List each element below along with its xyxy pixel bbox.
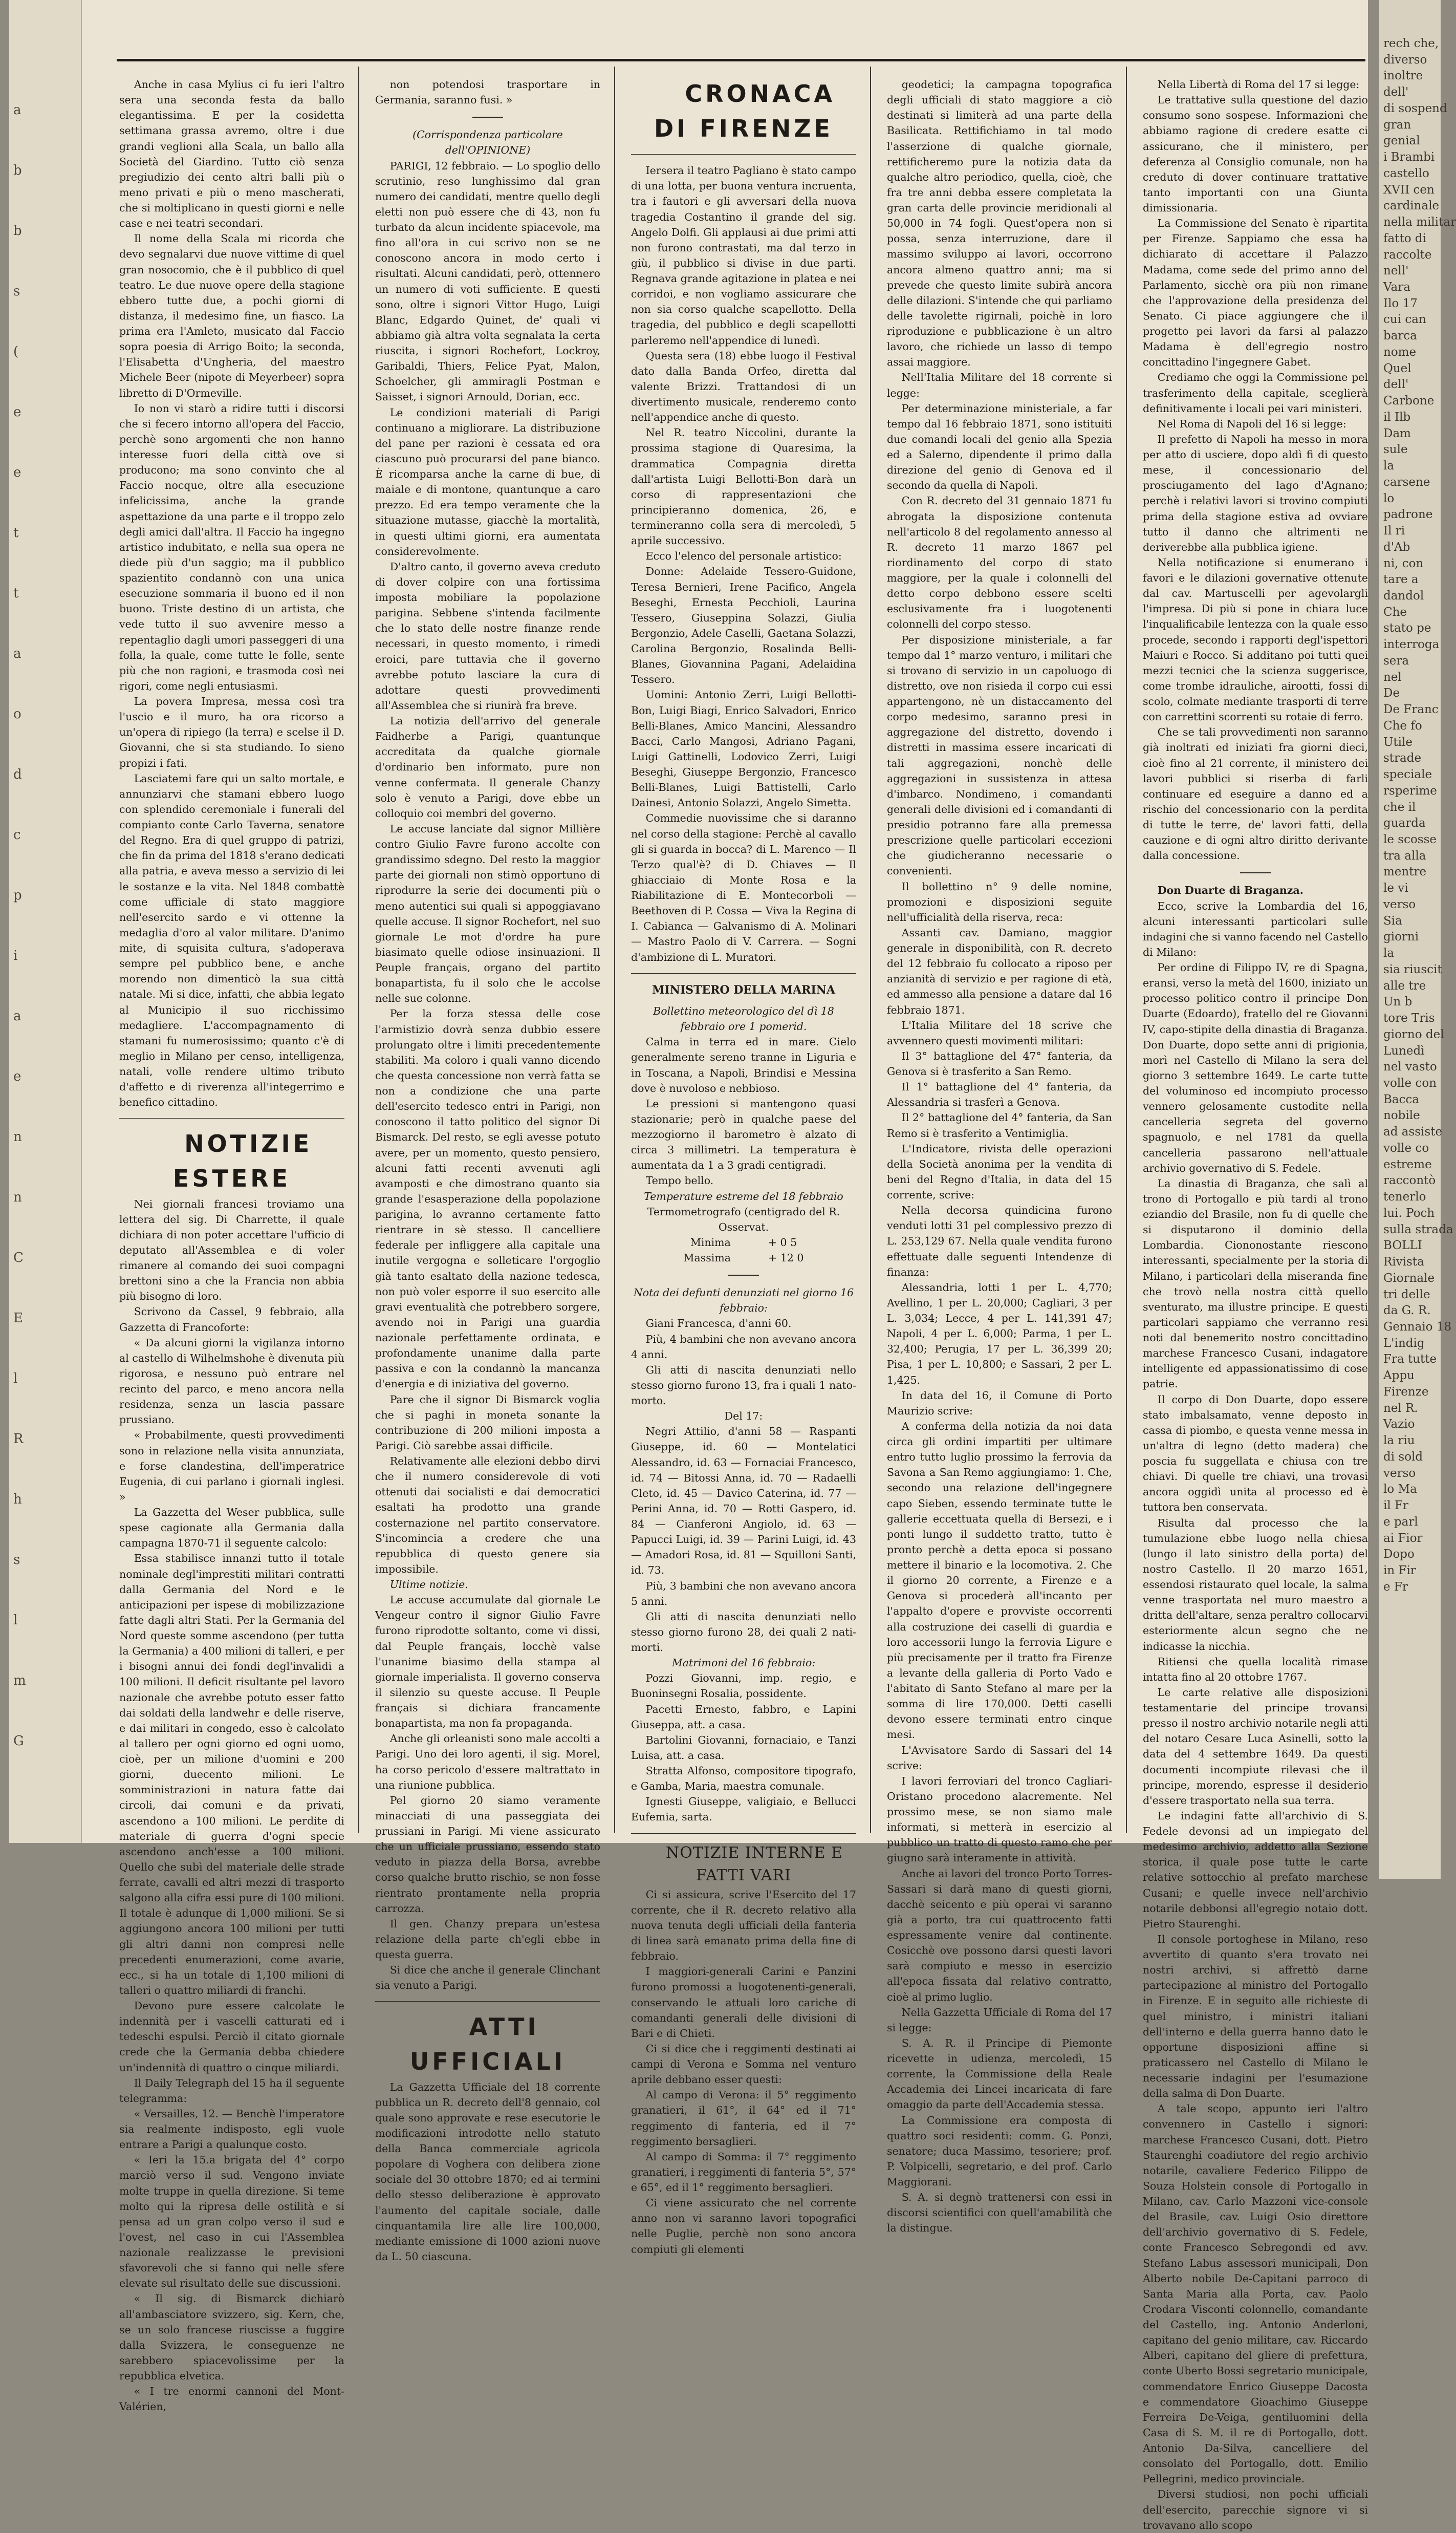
paragraph: Essa stabilisce innanzi tutto il totale nominale degl'imprestiti militari contratti dalla Germania del Nord e le anticipazioni per ispese di mobilizzazione fatte dagli altri Stati. Per la Germania del Nord queste somme ascendono (per tutta la Germania) a 400 milioni di talleri, e per i bisogni annui dei fondi degl'invalidi a 100 milioni. Il deficit risultante pel lavoro nazionale che avrebbe potuto esser fatto dai soldati della landwehr e delle riserve, e dai militari in congedo, esso è calcolato al tallero per ogni giorno ed ogni uomo, cioè, per un milione d'uomini e 200 giorni, duecento milioni. Le somministrazioni in natura fatte dai circoli, dai comuni e da privati, ascendono a 100 milioni. Le perdite di materiale di guerra d'ogni specie ascendono anch'esse a 100 milioni. Quello che subì del materiale delle strade ferrate, cavalli ed altri mezzi di trasporto salgono alla cifra essi pure di 100 milioni. Il totale è adunque di 1,000 milioni. Se si aggiungono ancora 100 milioni per tutti gli altri danni non compresi nelle precedenti enumerazioni, come avarie, ecc., si ha un totale di 1,100 milioni di talleri o quattro miliardi di franchi.: [119, 1552, 344, 1997]
paragraph: Il bollettino n° 9 delle nomine, promozioni e disposizioni seguite nell'ufficialità della riserva, reca:: [887, 880, 1112, 924]
paragraph: Iersera il teatro Pagliano è stato campo di una lotta, per buona ventura incruenta, tra i fautori e gli avversari della nuova tragedia Costantino il grande del sig. Angelo Dolfi. Gli applausi ai due primi atti non furono contrastati, ma dal terzo in giù, il pubblico si divise in due parti. Regnava grande agitazione in platea e nei corridoi, e non vogliamo assicurare che non sia corso qualche scapellotto. Della tragedia, del pubblico e degli scapellotti parleremo nell'appendice di lunedì.: [631, 164, 856, 347]
column-rule: [358, 67, 359, 1833]
paragraph: Crediamo che oggi la Commissione pel trasferimento della capitale, sceglierà definitivamente i locali pei vari ministeri.: [1143, 371, 1368, 415]
paragraph: Nei giornali francesi troviamo una lettera del sig. Di Charrette, il quale dichiara di non poter accettare l'ufficio di deputato all'Assemblea e di voler rimanere al comando dei suoi compagni brettoni sino a che la Francia non abbia più bisogno di loro.: [119, 1197, 344, 1303]
temperature-title: Temperature estreme del 18 febbraio: [644, 1190, 843, 1203]
paragraph: Il corpo di Don Duarte, dopo essere stato imbalsamato, venne deposto in cassa di piombo, e questa venne messa in un'altra di legno (detto madera) che poscia fu suggellata e chiusa con tre chiavi. Di quelle tre chiavi, una trovasi ancora oggidì unita al processo ed è tuttora ben conservata.: [1143, 1393, 1368, 1514]
margin-fragment: n: [13, 1190, 22, 1205]
paragraph: Gli atti di nascita denunziati nello stesso giorno furono 28, dei quali 2 nati-morti.: [631, 1610, 856, 1654]
margin-fragment: gran: [1383, 118, 1411, 132]
paragraph: I lavori ferroviari del tronco Cagliari-Oristano procedono alacremente. Nel prossimo mese, se non siamo male informati, si metterà in esercizio al pubblico un tratto di questo ramo che per giugno sarà interamente in attività.: [887, 1774, 1112, 1864]
don-duarte-title-line: [1143, 883, 1368, 898]
paragraph: Nella Gazzetta Ufficiale di Roma del 17 si legge:: [887, 2006, 1112, 2034]
margin-fragment: e Fr: [1383, 1580, 1408, 1594]
margin-fragment: G: [13, 1733, 24, 1749]
thermometer-line: Termometrografo (centigrado del R. Osservat.: [647, 1205, 840, 1233]
separator: [1240, 872, 1271, 873]
margin-fragment: di sold: [1383, 1450, 1423, 1464]
margin-fragment: di sospend: [1383, 101, 1447, 115]
paragraph: Anche gli orleanisti sono male accolti a Parigi. Uno dei loro agenti, il sig. Morel, ha corso pericolo d'essere maltrattato in una riunione pubblica.: [375, 1732, 600, 1791]
paragraph: Diversi studiosi, non pochi ufficiali dell'esercito, parecchie signore vi si trovavano allo scopo: [1143, 2488, 1368, 2531]
margin-fragment: cui can: [1383, 313, 1426, 327]
margin-fragment: dell': [1383, 378, 1409, 392]
margin-fragment: rsperime: [1383, 784, 1437, 798]
margin-fragment: tenerlo: [1383, 1190, 1426, 1204]
paragraph: Con R. decreto del 31 gennaio 1871 fu abrogata la disposizione contenuta nell'articolo 8 del regolamento annesso al R. decreto 11 marzo 1867 pel riordinamento del corpo di stato maggiore, per la quale i colonnelli del detto corpo debbono essere scelti esclusivamente fra i luogotenenti colonnelli del corpo stesso.: [887, 495, 1112, 631]
internal-news-continued: [887, 77, 1112, 2236]
paragraph: Ritiensi che quella località rimase intatta fino al 20 ottobre 1767.: [1143, 1655, 1368, 1683]
margin-fragment: Vara: [1383, 281, 1410, 294]
margin-fragment: Rivista: [1383, 1255, 1424, 1269]
notizie-interne-heading: NOTIZIE INTERNE E FATTI VARI: [665, 1843, 843, 1884]
margin-fragment: Appu: [1383, 1369, 1415, 1383]
paragraph: Nella decorsa quindicina furono venduti lotti 31 pel complessivo prezzo di L. 253,129 67. Nella quale vendita furono effettuate dalle seguenti Intendenze di finanza:: [887, 1204, 1112, 1278]
separator: [472, 117, 503, 118]
paragraph: Il console portoghese in Milano, reso avvertito di quanto s'era trovato nei nostri archivi, si affrettò darne partecipazione al ministro del Portogallo in Firenze. E in seguito alle richieste di quel ministro, i ministri italiani dell'interno e della guerra hanno dato le opportune disposizioni affine si praticassero nel Castello di Milano le necessarie indagini per l'esumazione della salma di Don Duarte.: [1143, 1933, 1368, 2100]
margin-fragment: il Ilb: [1383, 410, 1411, 424]
margin-fragment: sera: [1383, 654, 1409, 668]
margin-fragment: guarda: [1383, 817, 1426, 830]
paragraph: Ignesti Giuseppe, valigiaio, e Bellucci Eufemia, sarta.: [631, 1795, 856, 1823]
paragraph: Il 1° battaglione del 4° fanteria, da Alessandria si trasferì a Genova.: [887, 1081, 1112, 1109]
column-rule: [870, 67, 871, 1833]
margin-fragment: barca: [1383, 329, 1418, 343]
paragraph: Tempo bello.: [645, 1174, 714, 1187]
paragraph: Giani Francesca, d'anni 60.: [645, 1317, 792, 1330]
paragraph: S. A. si degnò trattenersi con essi in discorsi scientifici con quell'amabilità che la distingue.: [887, 2191, 1112, 2235]
margin-fragment: d: [13, 767, 22, 782]
margin-fragment: e: [13, 1069, 21, 1084]
paragraph: Ecco l'elenco del personale artistico:: [645, 550, 842, 563]
margin-fragment: nome: [1383, 345, 1417, 359]
margin-fragment: volle co: [1383, 1141, 1429, 1155]
paragraph: Ecco, scrive la Lombardia del 16, alcuni interessanti particolari sulle indagini che si vanno facendo nel Castello di Milano:: [1143, 899, 1368, 958]
margin-fragment: lui. Poch: [1383, 1206, 1435, 1220]
paragraph: D'altro canto, il governo aveva creduto di dover colpire con una fortissima imposta mobiliare la popolazione parigina. Sebbene s'intenda facilmente che lo stato delle nostre finanze rende necessari, in questo momento, i rimedi eroici, pare tuttavia che il governo avrebbe potuto lasciare la cura di adottare questi provvedimenti all'Assemblea che si riunirà fra breve.: [375, 560, 600, 712]
massima-value: + 12 0: [768, 1252, 804, 1264]
margin-fragment: Dam: [1383, 426, 1411, 440]
margin-fragment: volle con: [1383, 1077, 1437, 1090]
paragraph: Nel Roma di Napoli del 16 si legge:: [1157, 417, 1346, 430]
margin-fragment: BOLLI: [1383, 1239, 1422, 1253]
margin-fragment: sulla strada: [1383, 1222, 1453, 1236]
margin-fragment: Che: [1383, 605, 1407, 619]
paragraph: « Probabilmente, questi provvedimenti sono in relazione nella visita annunziata, e forse clandestina, dell'imperatrice Eugenia, di cui parlano i giornali inglesi. »: [119, 1429, 344, 1503]
massima-label: Massima: [683, 1252, 731, 1264]
foreign-news-continued: [375, 77, 600, 108]
margin-fragment: diverso: [1383, 53, 1427, 67]
margin-fragment: nella militar: [1383, 216, 1456, 229]
margin-fragment: Fra tutte: [1383, 1353, 1437, 1366]
left-margin-strip: [9, 0, 82, 1843]
margin-fragment: stato pe: [1383, 621, 1431, 635]
paragraph: Nell'Italia Militare del 18 corrente si legge:: [887, 371, 1112, 399]
paragraph: La povera Impresa, messa così tra l'uscio e il muro, ha ora ricorso a un'opera di ripiego (la terra) e scelse il D. Giovanni, che si sta studiando. Io sieno propizi i fati.: [119, 695, 344, 769]
don-duarte-title: Don Duarte di Braganza.: [1157, 884, 1303, 897]
paragraph: « Da alcuni giorni la vigilanza intorno al castello di Wilhelmshohe è divenuta più rigorosa, e nessuno può entrare nel recinto del parco, e meno ancora nella residenza, senza un lascia passare prussiano.: [119, 1336, 344, 1426]
column-3: [631, 77, 856, 2256]
minima-label: Minima: [690, 1236, 731, 1249]
paragraph: Scrivono da Cassel, 9 febbraio, alla Gazzetta di Francoforte:: [119, 1305, 344, 1334]
paragraph: La dinastia di Braganza, che salì al trono di Portogallo e più tardi al trono eziandio del Brasile, non fu di quelle che si disputarono il dominio della Lombardia. Ciononostante riescono interessanti, specialmente per la storia di Milano, i particolari della miseranda fine che trovò nella nostra città quello sventurato, ma illustre principe. E questi particolari sappiamo che verranno resi noti dal benemerito nostro concittadino marchese Francesco Cusani, indagatore intelligente ed appassionatissimo di cose patrie.: [1143, 1177, 1368, 1390]
don-duarte-article: [1143, 898, 1368, 2533]
margin-fragment: i Brambi: [1383, 151, 1435, 164]
margin-fragment: tra alla: [1383, 849, 1426, 863]
paragraph: « I tre enormi cannoni del Mont-Valérien,: [119, 2385, 344, 2413]
margin-fragment: padrone: [1383, 508, 1433, 522]
paragraph: La Gazzetta del Weser pubblica, sulle spese cagionate alla Germania dalla campagna 1870-71 il seguente calcolo:: [119, 1506, 344, 1550]
margin-fragment: dandol: [1383, 589, 1424, 603]
paragraph: Il 3° battaglione del 47° fanteria, da Genova si è trasferito a San Remo.: [887, 1049, 1112, 1078]
paragraph: Donne: Adelaide Tessero-Guidone, Teresa Bernieri, Irene Pacifico, Angela Beseghi, Ernesta Pecchioli, Laurina Tessero, Giuseppina Solazzi, Giulia Bergonzio, Adele Caselli, Gaetana Solazzi, Carolina Bergonzio, Rosalinda Belli-Blanes, Giovannina Pagani, Adelaidina Tessero.: [631, 565, 856, 686]
margin-fragment: strade: [1383, 752, 1422, 765]
section-rule: [119, 1118, 344, 1119]
margin-fragment: ni, con: [1383, 556, 1424, 570]
margin-fragment: d'Ab: [1383, 540, 1410, 554]
margin-fragment: tri delle: [1383, 1287, 1430, 1301]
minima-value: + 0 5: [768, 1236, 797, 1249]
margin-fragment: l: [13, 1371, 18, 1386]
margin-fragment: nell': [1383, 264, 1409, 278]
margin-fragment: le vi: [1383, 882, 1408, 895]
margin-fragment: Lunedì: [1383, 1044, 1425, 1058]
paragraph: Più, 3 bambini che non avevano ancora 5 anni.: [631, 1579, 856, 1607]
deaths-list-17: [631, 1424, 856, 1655]
paragraph: Per disposizione ministeriale, a far tempo dal 1° marzo venturo, i militari che si trovano di servizio in un capoluogo di distretto, ove non risieda il corpo cui essi appartengono, nè un distaccamento del corpo medesimo, saranno presi in aggregazione del distretto, dovendo i distretti in massima essere incaricati di tali aggregazioni, nonchè delle aggregazioni in sussistenza in attesa d'imbarco. Nondimeno, i comandanti generali delle divisioni ed i comandanti di presidio potranno fare alla premessa prescrizione quelle particolari eccezioni che giudicheranno necessarie o convenienti.: [887, 633, 1112, 877]
newspaper-page: [9, 0, 1368, 2531]
column-rule: [614, 67, 615, 1833]
margin-fragment: e: [13, 465, 21, 480]
paragraph: Al campo di Somma: il 7° reggimento granatieri, i reggimenti di fanteria 5°, 57° e 65°, ed il 1° reggimento bersaglieri.: [631, 2150, 856, 2194]
minima-row: [631, 1235, 856, 1250]
paragraph: A tale scopo, appunto ieri l'altro convennero in Castello i signori: marchese Francesco Cusani, dott. Pietro Staurenghi coadiutore del regio archivio notarile, cavaliere Federico Filippo de Souza Holstein console di Portogallo in Milano, cav. Carlo Mazzoni vice-console del Brasile, cav. Luigi Osio direttore dell'archivio governativo di S. Fedele, conte Francesco Sebregondi ed avv. Stefano Labus assessori municipali, Don Alberto nobile De-Capitani parroco di Santa Maria alla Porta, cav. Paolo Crodara Visconti colonnello, comandante del Castello, ing. Antonio Anderloni, capitano del genio militare, cav. Riccardo Alberi, capitano del gliere di prefettura, conte Uberto Bossi segretario municipale, commendatore Enrico Giuseppe Dacosta e commendatore Gioachimo Giuseppe Ferreira De-Veiga, gentiluomini della Casa di S. M. il re di Portogallo, dott. Antonio Da-Silva, cancelliere del consolato del Portogallo, dott. Emilio Pellegrini, medico provinciale.: [1143, 2102, 1368, 2485]
margin-fragment: nel vasto: [1383, 1060, 1437, 1074]
section-rule: [631, 1833, 856, 1834]
paragraph: S. A. R. il Principe di Piemonte ricevette in udienza, mercoledì, 15 corrente, la Commissione della Reale Accademia dei Lincei incaricata di fare omaggio da parte dell'Accademia stessa.: [887, 2036, 1112, 2111]
margin-fragment: De: [1383, 686, 1400, 700]
margin-fragment: e parl: [1383, 1515, 1418, 1529]
paragraph: Le pressioni si mantengono quasi stazionarie; però in qualche paese del mezzogiorno il barometro è alzato di circa 3 millimetri. La temperatura è aumentata da 1 a 3 gradi centigradi.: [631, 1097, 856, 1172]
margin-fragment: giorno del: [1383, 1027, 1444, 1041]
paragraph: « Il sig. di Bismarck dichiarò all'ambasciatore svizzero, sig. Kern, che, se un solo francese riuscisse a fuggire dalla Svizzera, le conseguenze ne sarebbero spiacevolissime per la repubblica elvetica.: [119, 2292, 344, 2382]
paragraph: La Commissione era composta di quattro soci residenti: comm. G. Ponzi, senatore; duca Massimo, tesoriere; prof. P. Volpicelli, segretario, e del prof. Carlo Maggiorani.: [887, 2114, 1112, 2188]
next-page-strip: [1379, 0, 1456, 1879]
paragraph: Devono pure essere calcolate le indennità per i vascelli catturati ed i tedeschi espulsi. Perciò il citato giornale crede che la Germania debba chiedere un'indennità di quattro o cinque miliardi.: [119, 2000, 344, 2074]
margin-fragment: interroga: [1383, 638, 1440, 652]
margin-fragment: l: [13, 1613, 18, 1628]
margin-fragment: nobile: [1383, 1109, 1420, 1123]
paragraph: Assanti cav. Damiano, maggior generale in disponibilità, con R. decreto del 12 febbraio fu collocato a riposo per anzianità di servizio e per ragione di età, ed ammesso alla pensione a datare dal 16 febbraio 1871.: [887, 926, 1112, 1016]
margin-fragment: Sia: [1383, 914, 1402, 928]
margin-fragment: tore Tris: [1383, 1012, 1435, 1025]
paragraph: Il gen. Chanzy prepara un'estesa relazione della parte ch'egli ebbe in questa guerra.: [375, 1917, 600, 1961]
margin-fragment: De Franc: [1383, 703, 1439, 717]
margin-fragment: (: [13, 344, 19, 359]
margin-fragment: C: [13, 1250, 24, 1265]
margin-fragment: m: [13, 1673, 26, 1688]
weather-report: [631, 1034, 856, 1188]
margin-fragment: Quel: [1383, 361, 1411, 375]
margin-fragment: verso: [1383, 1466, 1416, 1480]
margin-fragment: Gennaio 18: [1383, 1320, 1452, 1334]
notizie-estere-heading: NOTIZIE ESTERE: [172, 1130, 313, 1192]
column-rule: [1126, 67, 1127, 1833]
margin-fragment: XVII cen: [1383, 183, 1435, 197]
florence-chronicle: [631, 163, 856, 965]
paragraph: Nel R. teatro Niccolini, durante la prossima stagione di Quaresima, la drammatica Compagnia diretta dall'artista Luigi Bellotti-Bon darà un corso di rappresentazioni che principieranno domenica, 26, e termineranno colla sera di mercoledì, 5 aprile successivo.: [631, 426, 856, 547]
paragraph: Pozzi Giovanni, imp. regio, e Buoninsegni Rosalia, possidente.: [631, 1672, 856, 1700]
paragraph: Le carte relative alle disposizioni testamentarie del principe trovansi presso il nostro archivio notarile negli atti del notaro Cesare Luca Asinelli, sotto la data del 4 settembre 1649. Da questi documenti incompiute rilevasi che il principe, morendo, espresse il desiderio d'essere trasportato nella sua terra.: [1143, 1686, 1368, 1807]
margin-fragment: da G. R.: [1383, 1304, 1431, 1318]
paragraph: Più, 4 bambini che non avevano ancora 4 anni.: [631, 1333, 856, 1361]
margin-fragment: t: [13, 586, 19, 601]
paragraph: I maggiori-generali Carini e Panzini furono promossi a luogotenenti-generali, conservando le attuali loro cariche di comandanti generali delle divisioni di Bari e di Chieti.: [631, 1965, 856, 2040]
margin-fragment: ai Fior: [1383, 1531, 1423, 1545]
paragraph: Il 2° battaglione del 4° fanteria, da San Remo si è trasferito a Ventimiglia.: [887, 1111, 1112, 1140]
column-4: [887, 77, 1112, 2235]
margin-fragment: carsene: [1383, 475, 1430, 489]
margin-fragment: le scosse: [1383, 832, 1437, 846]
paris-letter: [375, 158, 600, 1577]
margin-fragment: Il ri: [1383, 524, 1405, 538]
defunti-title: Nota dei defunti denunziati nel giorno 16 febbraio:: [633, 1286, 854, 1315]
margin-fragment: a: [13, 102, 21, 118]
margin-fragment: Firenze: [1383, 1385, 1429, 1399]
paragraph: Ci si assicura, scrive l'Esercito del 17 corrente, che il R. decreto relativo alla nuova tenuta degli ufficiali della fanteria di linea sarà emanato prima della fine di febbraio.: [631, 1888, 856, 1963]
paragraph: Per la forza stessa delle cose l'armistizio dovrà senza dubbio essere prolungato oltre i limiti precedentemente stabiliti. Ma coloro i quali vanno dicendo che questa concessione non verrà fatta se non a condizione che una parte dell'esercito tedesco entri in Parigi, non conoscono il tatto politico del signor Di Bismarck. Del resto, se egli avesse potuto avere, per un momento, questo pensiero, alcuni fatti recenti avvenuti agli avamposti e che dimostrano quanto sia grande l'esasperazione della popolazione parigina, lo avranno certamente fatto rientrare in sè stesso. Il cancelliere federale per infliggere alla capitale una inutile vergogna e solleticare l'orgoglio già tanto esaltato della nazione tedesca, non può voler esporre il suo esercito alle gravi eventualità che potrebbero sorgere, avendo noi in Parigi una guardia nazionale perfettamente ordinata, e profondamente unanime dalla parte passiva e con la condannò la mancanza d'energia e di iniziativa del governo.: [375, 1007, 600, 1390]
margin-fragment: estreme: [1383, 1157, 1432, 1171]
paragraph: Al campo di Verona: il 5° reggimento granatieri, il 61°, il 64° ed il 71° reggimento di fanteria, ed il 7° reggimento bersaglieri.: [631, 2089, 856, 2148]
paragraph: Lasciatemi fare qui un salto mortale, e annunziarvi che stamani ebbero luogo con splendido ceremoniale i funerali del compianto conte Carlo Taverna, senatore del Regno. Era di quel gruppo di patrizi, che fin da prima del 1818 s'erano dedicati alla patria, e aveva messo a servizio di lei le sostanze e la vita. Nel 1848 combattè come ufficiale di stato maggiore nell'esercito sardo e vi ottenne la medaglia d'oro al valor militare. D'animo mite, di squisita cultura, s'adoperava sempre pel pubblico bene, e anche morendo non dimenticò la sua città natale. Mi si dice, infatti, che abbia legato al Municipio il suo ricchissimo medagliere. L'accompagnamento di stamani fu numerosissimo; quanto c'è di meglio in Milano per censo, intelligenza, natali, volle rendere ultimo tributo d'affetto e di riverenza all'integerrimo e benefico cittadino.: [119, 772, 344, 1109]
separator: [728, 1275, 759, 1276]
paragraph: La Commissione del Senato è ripartita per Firenze. Sappiamo che essa ha dichiarato di accettare il Palazzo Madama, come sede del primo anno del Parlamento, sicchè ora più non rimane che l'approvazione della presidenza del Senato. Ci piace aggiungere che il progetto pei lavori da farsi al palazzo Madama è dell'egregio nostro concittadino l'ingegnere Gabet.: [1143, 217, 1368, 369]
margin-fragment: Utile: [1383, 735, 1412, 749]
massima-row: [631, 1250, 856, 1265]
deaths-list: [631, 1316, 856, 1408]
paragraph: Calma in terra ed in mare. Cielo generalmente sereno tranne in Liguria e in Toscana, a Napoli, Brindisi e Messina dove è nuvoloso e nebbioso.: [631, 1036, 856, 1094]
margin-fragment: Bacca: [1383, 1092, 1420, 1106]
margin-fragment: a: [13, 646, 21, 661]
margin-fragment: mentre: [1383, 865, 1427, 879]
margin-fragment: speciale: [1383, 768, 1432, 782]
rome-naples-news: [1143, 77, 1368, 863]
paragraph: Il nome della Scala mi ricorda che devo segnalarvi due nuove vittime di quel gran nosocomio, che è il pubblico di quel teatro. Le due nuove opere della stagione ebbero tutte due, a pochi giorni di distanza, il medesimo fine, un fiasco. La prima era l'Amleto, musicato dal Faccio sopra poesia di Arrigo Boito; la seconda, l'Elisabetta d'Ungheria, del maestro Michele Beer (nipote di Meyerbeer) sopra libretto di D'Ormeville.: [119, 232, 344, 399]
section-rule: [631, 154, 856, 155]
paragraph: A conferma della notizia da noi data circa gli ordini impartiti per ultimare entro tutto luglio prossimo la ferrovia da Savona a San Remo aggiungiamo: 1. Che, secondo una relazione dell'ingegnere capo Sieben, essendo terminate tutte le gallerie eccettuata quella di Bersezi, e i ponti lungo il suddetto tratto, tutto è pronto perchè a detta epoca si possano mettere il binario e la locomotiva. 2. Che il giorno 20 corrente, a Firenze e a Genova si procederà all'incanto per l'appalto d'opere e provviste occorrenti alla costruzione dei caselli di guardia e loro accessorii lungo la ferrovia Ligure e più precisamente per il tratto fra Firenze a levante della galleria di Porto Vado e l'abitato di Santo Stefano al mare per la somma di lire 170,000. Detti caselli devono essere terminati entro cinque mesi.: [887, 1420, 1112, 1741]
margin-fragment: la riu: [1383, 1434, 1415, 1448]
paragraph: Questa sera (18) ebbe luogo il Festival dato dalla Banda Orfeo, diretta dal valente Brizzi. Trattandosi di un divertimento musicale, renderemo conto nell'appendice anche di questo.: [631, 349, 856, 424]
paragraph: non potendosi trasportare in Germania, saranno fusi. »: [375, 78, 600, 106]
margin-fragment: tare a: [1383, 573, 1419, 587]
paragraph: « Ieri la 15.a brigata del 4° corpo marciò verso il sud. Vengono inviate molte truppe in quella direzione. Si teme molto qui la ripresa delle ostilità e si pensa ad un gran colpo verso il sud e l'ovest, nel caso in cui l'Assemblea nazionale realizzasse le previsioni sfavorevoli che si fanno qui nelle sfere elevate sul risultato delle sue discussioni.: [119, 2154, 344, 2290]
paragraph: Le accuse lanciate dal signor Millière contro Giulio Favre furono accolte con grandissimo sdegno. Del resto la maggior parte dei giornali non stimò opportuno di riprodurre la serie dei documenti più o meno autentici sui quali si appoggiavano quelle accuse. Il signor Rochefort, nel suo giornale Le mot d'ordre ha pure biasimato quelle odiose insinuazioni. Il Peuple français, organo del partito bonapartista, fu il solo che le accolse nelle sue colonne.: [375, 822, 600, 1005]
internal-news: [631, 1887, 856, 2257]
margin-fragment: Un b: [1383, 995, 1412, 1009]
margin-fragment: Dopo: [1383, 1548, 1415, 1561]
paragraph: Nella notificazione si enumerano i favori e le dilazioni governative ottenute dal cav. Martuscelli per agevolargli l'impresa. Di più si pone in chiara luce l'inqualificabile lentezza con la quale esso procede, secondo i rapporti degl'ispettori Maiuri e Rocco. Si additano poi tutti quei mezzi tecnici che la scienza suggerisce, come trombe idrauliche, airootti, fossi di scolo, colmate mediante trasporti di terre con carrettini scorrenti su rotaie di ferro.: [1143, 556, 1368, 723]
paragraph: Pare che il signor Di Bismarck voglia che si paghi in moneta sonante la contribuzione di 200 milioni imposta a Parigi. Ciò sarebbe assai difficile.: [375, 1393, 600, 1452]
paragraph: « Versailles, 12. — Benchè l'imperatore sia realmente indisposto, egli vuole entrare a Parigi a qualunque costo.: [119, 2107, 344, 2151]
margin-fragment: la: [1383, 947, 1395, 960]
margin-fragment: Vazio: [1383, 1418, 1415, 1431]
margin-fragment: raccolte: [1383, 248, 1432, 262]
margin-fragment: E: [13, 1311, 23, 1326]
paragraph: Il Daily Telegraph del 15 ha il seguente telegramma:: [119, 2076, 344, 2105]
paragraph: PARIGI, 12 febbraio. — Lo spoglio dello scrutinio, reso lunghissimo dal gran numero dei candidati, mentre quello degli eletti non può essere che di 43, non fu turbato da alcun incidente spiacevole, ma fino all'ora in cui scrivo non se ne conoscono ancora in modo certo i risultati. Alcuni candidati, però, ottennero un numero di voti sufficiente. E questi sono, oltre i signori Vittor Hugo, Luigi Blanc, Edgardo Quinet, de' quali vi abbiamo già altra volta segnalata la certa riuscita, i signori Rochefort, Lockroy, Garibaldi, Thiers, Felice Pyat, Malon, Schoelcher, gli ammiragli Postman e Saisset, i signori Arnould, Dorian, ecc.: [375, 159, 600, 403]
paragraph: L'Avvisatore Sardo di Sassari del 14 scrive:: [887, 1744, 1112, 1772]
margin-fragment: genial: [1383, 134, 1420, 148]
milan-chronicle: [119, 77, 344, 1110]
paragraph: Commedie nuovissime che si daranno nel corso della stagione: Perchè al cavallo gli si guarda in bocca? di L. Marenco — Il Terzo qual'è? di D. Chiaves — Il ghiacciaio di Monte Rosa e la Riabilitazione di E. Montecorboli — Beethoven di P. Cossa — Viva la Regina di I. Cabianca — Galvanismo di A. Molinari — Mastro Paolo di V. Carrera. — Sogni d'ambizione di L. Muratori.: [631, 812, 856, 963]
paragraph: L'Italia Militare del 18 scrive che avvennero questi movimenti militari:: [887, 1019, 1112, 1047]
margin-fragment: rech che,: [1383, 37, 1439, 50]
margin-fragment: s: [13, 284, 20, 299]
margin-fragment: e: [13, 404, 21, 420]
paragraph: Bartolini Giovanni, fornaciaio, e Tanzi Luisa, att. a casa.: [631, 1733, 856, 1762]
margin-fragment: Che fo: [1383, 719, 1422, 733]
margin-fragment: o: [13, 706, 21, 722]
paragraph: geodetici; la campagna topografica degli ufficiali di stato maggiore a ciò destinati si limiterà ad una parte della Basilicata. Rettifichiamo in tal modo l'asserzione di qualche giornale, rettificheremo pure la notizia data da qualche altro periodico, quella, cioè, che fra tre anni debba essere completata la gran carta delle provincie meridionali al 50,000 in 74 fogli. Quest'opera non si possa, senza interruzione, dare il massimo sviluppo ai lavori, occorrono ancora almeno quattro anni; ma si prevede che questo limite subirà ancora delle dilazioni. S'intende che qui parliamo delle tavolette rigirnali, poichè in loro riproduzione e pubblicazione è un altro lavoro, che richiede un lasso di tempo assai maggiore.: [887, 78, 1112, 369]
paragraph: Pel giorno 20 siamo veramente minacciati di una passeggiata dei prussiani in Parigi. Mi viene assicurato che un ufficiale prussiano, essendo stato veduto in piazza della Borsa, avrebbe corso qualche brutto rischio, se non fosse rientrato prontamente nella propria carrozza.: [375, 1794, 600, 1915]
cronaca-di-firenze-heading: CRONACA DI FIRENZE: [654, 80, 836, 142]
margin-fragment: nel: [1383, 670, 1402, 684]
paragraph: Le condizioni materiali di Parigi continuano a migliorare. La distribuzione del pane per razioni è cessata ed ora ciascuno può procurarsi del pane bianco. È ricomparsa anche la carne di bue, di maiale e di montone, quantunque a caro prezzo. Ed era tempo veramente che la situazione mutasse, giacchè la mortalità, in questi ultimi giorni, era aumentata considerevolmente.: [375, 406, 600, 557]
paragraph: Io non vi starò a ridire tutti i discorsi che si fecero intorno all'opera del Faccio, perchè sono argomenti che non hanno interesse fuori della città ove si producono; ma sono convinto che al Faccio nocque, oltre alla esecuzione infelicissima, anche la grande aspettazione da una parte e il troppo zelo degli amici dall'altra. Il Faccio ha ingegno artistico indubitato, e nella sua opera ne diede più d'un saggio; ma il pubblico spazientito condannò con una unica esecuzione sommaria il buono ed il non buono. Triste destino di un artista, che vede tutto il suo avvenire messo a repentaglio dagli umori passeggeri di una folla, la quale, come tutte le folle, sente più che non ragioni, e trasmoda così nei rigori, come negli entusiasmi.: [119, 402, 344, 692]
paragraph: Negri Attilio, d'anni 58 — Raspanti Giuseppe, id. 60 — Montelatici Alessandro, id. 63 — Fornaciai Francesco, id. 74 — Bitossi Anna, id. 70 — Radaelli Cleto, id. 45 — Davico Caterina, id. 77 — Perini Anna, id. 70 — Rotti Gaspero, id. 84 — Cianferoni Angiolo, id. 63 — Papucci Luigi, id. 39 — Parini Luigi, id. 43 — Amadori Rosa, id. 81 — Squilloni Santi, id. 73.: [631, 1425, 856, 1577]
paragraph: Uomini: Antonio Zerri, Luigi Bellotti-Bon, Luigi Biagi, Enrico Salvadori, Enrico Belli-Blanes, Amico Mancini, Alessandro Bacci, Carlo Mangosi, Adriano Pagani, Luigi Gattinelli, Lodovico Zerri, Luigi Beseghi, Giuseppe Bergonzio, Francesco Belli-Blanes, Luigi Battistelli, Carlo Dainesi, Antonio Solazzi, Angelo Simetta.: [631, 689, 856, 809]
margin-fragment: t: [13, 525, 19, 541]
paragraph: Le accuse accumulate dal giornale Le Vengeur contro il signor Giulio Favre furono riprodotte soltanto, come vi dissi, dal Peuple français, locchè valse l'unanime biasimo della stampa al giornale imperialista. Il governo conserva il silenzio su queste accuse. Il Peuple français si dichiara francamente bonapartista, ma non fa propaganda.: [375, 1594, 600, 1730]
bollettino-title: Bollettino meteorologico del dì 18 febbraio ore 1 pomerid.: [653, 1005, 834, 1033]
paragraph: Pacetti Ernesto, fabbro, e Lapini Giuseppa, att. a casa.: [631, 1703, 856, 1731]
ultime-notizie: [375, 1577, 600, 1993]
margin-fragment: dell': [1383, 85, 1409, 99]
paragraph: Per determinazione ministeriale, a far tempo dal 16 febbraio 1871, sono istituiti due comandi locali del genio alla Spezia ed a Salerno, dipendente il primo dalla direzione del genio di Genova ed il secondo da quella di Napoli.: [887, 402, 1112, 492]
marriages-list: [631, 1670, 856, 1824]
margin-fragment: ad assiste: [1383, 1125, 1443, 1139]
paragraph: Ci si dice che i reggimenti destinati ai campi di Verona e Somma nel venturo aprile debbano esser questi:: [631, 2042, 856, 2086]
section-rule: [631, 973, 856, 974]
margin-fragment: Carbone: [1383, 394, 1435, 408]
paragraph: Risulta dal processo che la tumulazione ebbe luogo nella chiesa (lungo il lato sinistro della porta) del nostro Castello. Il 20 marzo 1651, essendosi ristaurato quel locale, la salma venne trasportata nel muro maestro a dritta dell'altare, senza peraltro collocarvi esteriormente alcun segno che ne indicasse la nicchia.: [1143, 1516, 1368, 1652]
margin-fragment: in Fir: [1383, 1564, 1416, 1578]
margin-fragment: p: [13, 888, 22, 903]
margin-fragment: lo: [1383, 491, 1395, 505]
margin-fragment: alle tre: [1383, 979, 1426, 993]
column-1: [119, 77, 344, 2413]
margin-fragment: lo Ma: [1383, 1483, 1417, 1496]
matrimoni-title: Matrimoni del 16 febbraio:: [671, 1657, 816, 1669]
margin-fragment: che il: [1383, 800, 1416, 814]
margin-fragment: h: [13, 1492, 22, 1507]
official-acts: [375, 2079, 600, 2265]
margin-fragment: b: [13, 163, 22, 178]
margin-fragment: cardinale: [1383, 199, 1440, 213]
margin-fragment: a: [13, 1008, 21, 1024]
paragraph: La notizia dell'arrivo del generale Faidherbe a Parigi, quantunque accreditata da qualche giornale d'ordinario ben informato, pure non venne confermata. Il generale Chanzy solo è venuto a Parigi, dove ebbe un colloquio coi membri del governo.: [375, 715, 600, 820]
margin-fragment: la: [1383, 459, 1395, 473]
margin-fragment: n: [13, 1129, 22, 1145]
column-2: [375, 77, 600, 2263]
margin-fragment: castello: [1383, 166, 1429, 180]
margin-fragment: Giornale: [1383, 1271, 1435, 1285]
margin-fragment: inoltre: [1383, 69, 1423, 83]
del-17-label: Del 17:: [724, 1410, 763, 1423]
paragraph: Nella Libertà di Roma del 17 si legge:: [1157, 78, 1360, 91]
paragraph: Alessandria, lotti 1 per L. 4,770; Avellino, 1 per L. 20,000; Cagliari, 3 per L. 3,034; Lecce, 4 per L. 141,391 47; Napoli, 4 per L. 6,000; Parma, 1 per L. 32,400; Perugia, 17 per L. 36,399 20; Pisa, 1 per L. 10,800; e Sassari, 2 per L. 1,425.: [887, 1281, 1112, 1386]
paragraph: Che se tali provvedimenti non saranno già inoltrati ed iniziati fra giorni dieci, cioè fino al 21 corrente, il ministero dei lavori pubblici si riserba di farli continuare ed eseguire a danno ed a rischio del concessionario con la perdita di tutte le terre, de' lavori fatti, della cauzione e di ogni altro diritto derivante dalla concessione.: [1143, 726, 1368, 862]
correspondence-label: (Corrispondenza particolare dell'OPINIONE): [412, 128, 563, 157]
margin-fragment: verso: [1383, 897, 1416, 911]
atti-ufficiali-heading: ATTI UFFICIALI: [409, 2013, 566, 2075]
paragraph: Gli atti di nascita denunziati nello stesso giorno furono 13, fra i quali 1 nato-morto.: [631, 1363, 856, 1407]
ultime-notizie-label: Ultime notizie.: [389, 1578, 468, 1591]
margin-fragment: L'indig: [1383, 1336, 1425, 1350]
paragraph: Relativamente alle elezioni debbo dirvi che il numero considerevole di voti ottenuti dai socialisti e dai democratici esaltati ha prodotto una grande costernazione nel partito conservatore. S'incomincia a credere che una repubblica di questo genere sia impossibile.: [375, 1455, 600, 1575]
margin-fragment: s: [13, 1552, 20, 1568]
margin-fragment: sule: [1383, 443, 1408, 457]
paragraph: Ci viene assicurato che nel corrente anno non vi saranno lavori topografici nelle Puglie, perchè non sono ancora compiuti gli elementi: [631, 2197, 856, 2256]
margin-fragment: fatto di: [1383, 231, 1426, 245]
ministero-heading: MINISTERO DELLA MARINA: [652, 983, 835, 997]
paragraph: Le trattative sulla questione del dazio consumo sono sospese. Informazioni che abbiamo ragione di credere esatte ci assicurano, che il ministero, per deferenza al Consiglio comunale, non ha creduto di dover continuare trattative tanto importanti con una Giunta dimissionaria.: [1143, 94, 1368, 214]
margin-fragment: il Fr: [1383, 1499, 1408, 1513]
margin-fragment: c: [13, 827, 21, 843]
foreign-news: [119, 1196, 344, 2415]
paragraph: Le indagini fatte all'archivio di S. Fedele devonsi ad un impiegato del medesimo archivio, addetto alla Sezione storica, il quale pose tutte le carte relative sottocchio al prefato marchese Cusani; e quelle invece nell'archivio notarile debbonsi all'egregio notaio dott. Pietro Staurenghi.: [1143, 1809, 1368, 1930]
margin-fragment: nel R.: [1383, 1401, 1418, 1415]
paragraph: Stratta Alfonso, compositore tipografo, e Gamba, Maria, maestra comunale.: [631, 1765, 856, 1793]
margin-fragment: Ilo 17: [1383, 296, 1418, 310]
paragraph: La Gazzetta Ufficiale del 18 corrente pubblica un R. decreto dell'8 gennaio, col quale sono approvate e rese esecutorie le modificazioni introdotte nello statuto della Banca commerciale agricola popolare di Voghera con delibera zione sociale del 30 ottobre 1870; ed ai termini dello stesso deliberazione è approvato l'aumento del capitale sociale, dalle cinquantamila lire alle lire 100,000, mediante emissione di 1000 azioni nuove da L. 50 ciascuna.: [375, 2080, 600, 2263]
paragraph: Anche ai lavori del tronco Porto Torres-Sassari si darà mano di questi giorni, dacchè seicento e più operai vi saranno già a porto, tra cui quattrocento fatti espressamente venire dal continente. Cosicchè ove possono darsi questi lavori sarà compiuto e messo in esercizio all'epoca fissata dal relativo contratto, cioè al primo luglio.: [887, 1867, 1112, 2003]
paragraph: L'Indicatore, rivista delle operazioni della Società anonima per la vendita di beni del Regno d'Italia, in data del 15 corrente, scrive:: [887, 1142, 1112, 1201]
margin-fragment: b: [13, 223, 22, 239]
margin-fragment: sia riuscit: [1383, 962, 1442, 976]
column-5: [1143, 77, 1368, 2531]
margin-fragment: R: [13, 1431, 24, 1447]
paragraph: Per ordine di Filippo IV, re di Spagna, eransi, verso la metà del 1600, iniziato un processo politico contro il principe Don Duarte (Edoardo), fratello del re Giovanni IV, capo-stipite della dinastia di Braganza. Don Duarte, dopo sette anni di prigionia, morì nel Castello di Milano la sera del giorno 3 settembre 1649. Le carte tutte del voluminoso ed incompiuto processo vennero gelosamente custodite nella cancelleria segreta del governo spagnuolo, e nel 1781 da quella cancelleria passarono nell'attuale archivio governativo di S. Fedele.: [1143, 961, 1368, 1174]
margin-fragment: raccontò: [1383, 1174, 1436, 1188]
margin-fragment: i: [13, 948, 18, 963]
section-rule: [375, 2001, 600, 2002]
paragraph: Il prefetto di Napoli ha messo in mora per atto di usciere, dopo aldì fi di questo mese, il concessionario del prosciugamento del lago d'Agnano; perchè i relativi lavori si trovino compiuti prima della stagione estiva ad ovviare tutto il danno che altrimenti ne deriverebbe alla pubblica igiene.: [1143, 433, 1368, 553]
header-rule: [117, 59, 1365, 61]
margin-fragment: giorni: [1383, 930, 1419, 944]
paragraph: Anche in casa Mylius ci fu ieri l'altro sera una seconda festa da ballo elegantissima. E per la cosidetta settimana grassa avremo, oltre i due grandi veglioni alla Scala, un ballo alla Società del Giardino. Tutto ciò senza pregiudizio dei cento altri balli più o meno privati e più o meno mascherati, che si moltiplicano in questi giorni e nelle case e nei teatri secondari.: [119, 78, 344, 230]
paragraph: In data del 16, il Comune di Porto Maurizio scrive:: [887, 1389, 1112, 1417]
paragraph: Si dice che anche il generale Clinchant sia venuto a Parigi.: [375, 1964, 600, 1992]
